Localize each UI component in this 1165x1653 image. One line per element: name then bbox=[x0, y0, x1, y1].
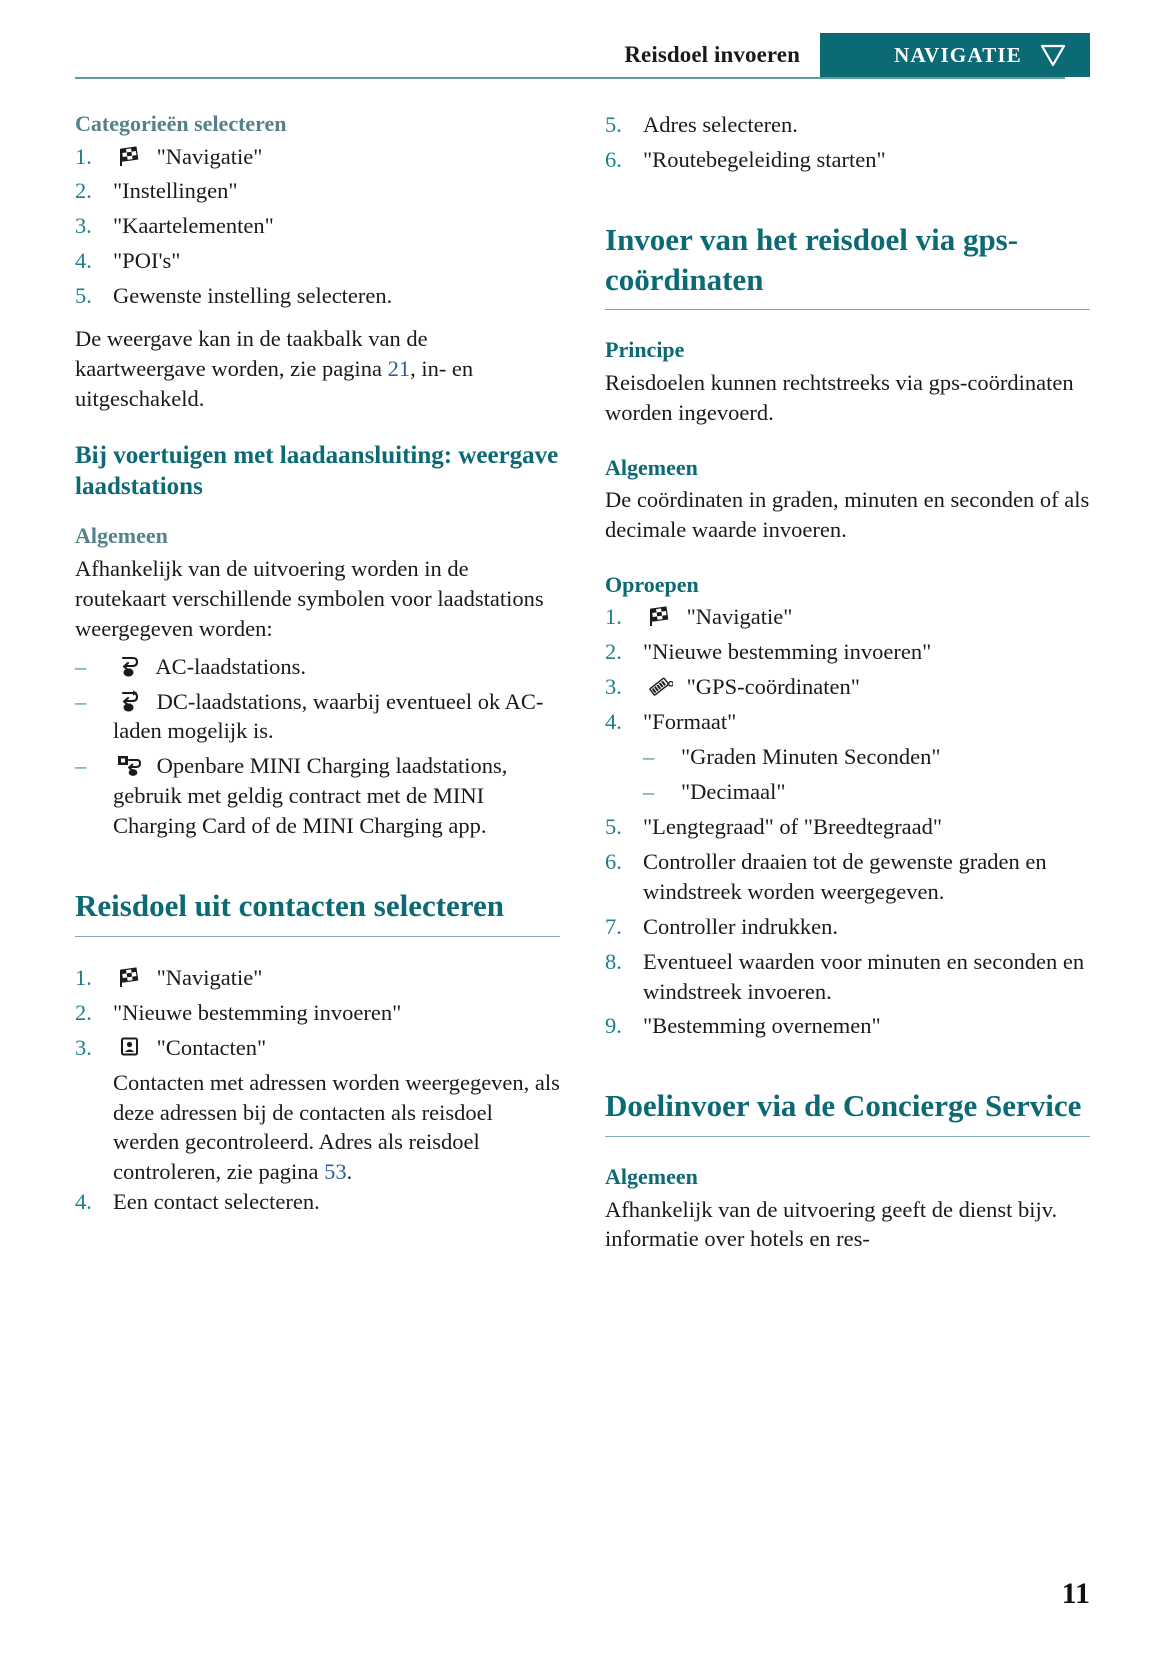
step-label: "Lengtegraad" of "Breedtegraad" bbox=[643, 813, 943, 839]
list-item bbox=[643, 742, 1090, 772]
list-item bbox=[75, 998, 560, 1028]
gps-coordinates-icon bbox=[643, 673, 677, 699]
step-number: 8. bbox=[605, 948, 622, 974]
section-divider bbox=[605, 309, 1090, 310]
step-label: Adres selecteren. bbox=[643, 112, 798, 137]
dash-marker: – bbox=[75, 688, 87, 714]
list-item bbox=[75, 176, 560, 206]
note-text-part1: Contacten met adressen worden weergegeven, als deze adressen bij de contacten als reisdoel werden gecontroleerd. Adres als reisdoel controleren, zie pagina bbox=[113, 1069, 560, 1185]
list-item bbox=[605, 947, 1090, 1007]
step-text bbox=[113, 142, 560, 172]
dash-marker: – bbox=[643, 778, 655, 804]
heading-algemeen-concierge: Algemeen bbox=[605, 1164, 698, 1190]
step-number: 4. bbox=[605, 709, 622, 735]
public-mini-charging-icon bbox=[113, 752, 147, 778]
page-reference-21[interactable]: 21 bbox=[387, 356, 411, 382]
categories-step-list bbox=[75, 142, 560, 312]
section-tab-label: NAVIGATIE bbox=[894, 42, 1022, 67]
step-label: "POI's" bbox=[113, 248, 181, 274]
list-item bbox=[75, 1033, 560, 1063]
step-label: Gewenste instelling selecteren. bbox=[113, 283, 393, 309]
step-number: 2. bbox=[605, 639, 622, 665]
format-option-label: "Graden Minuten Seconden" bbox=[681, 744, 941, 770]
step-number: 5. bbox=[605, 813, 622, 839]
checkered-flag-icon bbox=[113, 144, 147, 170]
heading-algemeen-gps: Algemeen bbox=[605, 454, 698, 480]
step-number: 1. bbox=[75, 143, 92, 169]
note-text-part1: De weergave kan in de taakbalk van de kaartweergave worden, zie pagina bbox=[75, 326, 428, 382]
list-item bbox=[605, 637, 1090, 667]
list-item bbox=[605, 812, 1090, 842]
dash-marker: – bbox=[643, 744, 655, 770]
step-label: "Nieuwe bestemming invoeren" bbox=[113, 999, 402, 1025]
list-item bbox=[643, 777, 1090, 807]
step-number: 7. bbox=[605, 913, 622, 939]
heading-invoer-reisdoel-gps-coordinaten: Invoer van het reisdoel via gps-coördinaten bbox=[605, 221, 1019, 297]
page-header bbox=[0, 0, 1165, 88]
step-label: Controller indrukken. bbox=[643, 913, 838, 939]
heading-bij-voertuigen-met-laadaansluiting: Bij voertuigen met laadaansluiting: weergave laadstations bbox=[75, 441, 559, 501]
list-item bbox=[605, 110, 1090, 140]
section-tab-navigatie bbox=[820, 33, 1090, 77]
navigation-arrow-icon bbox=[1038, 40, 1068, 70]
charging-item-label: DC-laadstations, waarbij eventueel ok AC-laden mogelijk is. bbox=[113, 688, 544, 744]
dc-charging-plug-icon bbox=[113, 688, 147, 714]
checkered-flag-icon bbox=[643, 604, 677, 630]
step-label: "Routebegeleiding starten" bbox=[643, 146, 886, 172]
left-column bbox=[75, 110, 560, 1254]
charging-item-label: AC-laadstations. bbox=[155, 653, 306, 679]
step-number: 2. bbox=[75, 999, 92, 1025]
note-text-part2: . bbox=[346, 1159, 353, 1185]
step-number: 6. bbox=[605, 848, 622, 874]
step-label: "Navigatie" bbox=[156, 964, 263, 990]
header-bar bbox=[75, 33, 1090, 77]
categories-note bbox=[75, 324, 560, 414]
page-title: Reisdoel invoeren bbox=[624, 42, 800, 67]
section-divider bbox=[75, 936, 560, 937]
ac-charging-plug-icon bbox=[113, 653, 147, 679]
list-item bbox=[605, 912, 1090, 942]
step-label: "Instellingen" bbox=[113, 178, 238, 204]
section-divider bbox=[605, 1136, 1090, 1137]
contacts-note bbox=[75, 1068, 560, 1188]
list-item bbox=[605, 847, 1090, 907]
step-label: Controller draaien tot de gewenste graden en windstreek worden weergegeven. bbox=[643, 848, 1047, 904]
contacts-step-list bbox=[75, 963, 560, 1063]
step-label: "Contacten" bbox=[156, 1034, 267, 1060]
list-item bbox=[75, 142, 560, 172]
list-item bbox=[605, 1011, 1090, 1041]
step-label: "Navigatie" bbox=[156, 143, 263, 169]
header-divider bbox=[75, 77, 1065, 79]
contacts-step-list-cont bbox=[75, 1187, 560, 1217]
heading-categorieen-selecteren: Categorieën selecteren bbox=[75, 111, 287, 136]
step-number: 9. bbox=[605, 1013, 622, 1039]
step-number: 3. bbox=[75, 213, 92, 239]
content-columns bbox=[75, 110, 1090, 1254]
list-item bbox=[605, 672, 1090, 702]
step-label: "Formaat" bbox=[643, 709, 737, 735]
dash-marker: – bbox=[75, 653, 87, 679]
algemeen-gps-text: De coördinaten in graden, minuten en seconden of als decimale waarde invoeren. bbox=[605, 487, 1090, 542]
list-item bbox=[75, 281, 560, 311]
address-step-list-continued bbox=[605, 110, 1090, 175]
list-item bbox=[75, 963, 560, 993]
step-label: "Bestemming overnemen" bbox=[643, 1013, 881, 1039]
step-label: Eventueel waarden voor minuten en seconden en windstreek invoeren. bbox=[643, 948, 1085, 1004]
list-item bbox=[75, 751, 560, 841]
list-item bbox=[605, 707, 1090, 737]
step-label: Een contact selecteren. bbox=[113, 1189, 320, 1215]
list-item bbox=[75, 1187, 560, 1217]
checkered-flag-icon bbox=[113, 965, 147, 991]
heading-algemeen-laadstations: Algemeen bbox=[75, 523, 168, 549]
principe-text: Reisdoelen kunnen rechtstreeks via gps-coördinaten worden ingevoerd. bbox=[605, 369, 1074, 425]
step-number: 5. bbox=[605, 112, 622, 137]
page-reference-53[interactable]: 53 bbox=[324, 1159, 347, 1185]
heading-reisdoel-uit-contacten-selecteren: Reisdoel uit contacten selecteren bbox=[75, 888, 505, 924]
right-column bbox=[605, 110, 1090, 1254]
step-number: 4. bbox=[75, 1189, 92, 1215]
list-item bbox=[75, 652, 560, 682]
format-option-list bbox=[605, 742, 1090, 807]
heading-oproepen: Oproepen bbox=[605, 571, 699, 597]
step-label: "Navigatie" bbox=[686, 604, 793, 630]
step-number: 1. bbox=[75, 964, 92, 990]
heading-doelinvoer-via-concierge-service: Doelinvoer via de Concierge Service bbox=[605, 1088, 1082, 1124]
page-number: 11 bbox=[1061, 1577, 1090, 1610]
list-item bbox=[605, 145, 1090, 175]
oproepen-step-list-cont bbox=[605, 812, 1090, 1041]
step-number: 3. bbox=[605, 674, 622, 700]
dash-marker: – bbox=[75, 753, 87, 779]
charging-general-text: Afhankelijk van de uitvoering worden in de routekaart verschillende symbolen voor laadstations weergegeven worden: bbox=[75, 555, 544, 641]
contacts-person-icon bbox=[113, 1034, 147, 1060]
list-item bbox=[75, 687, 560, 747]
oproepen-step-list bbox=[605, 602, 1090, 737]
step-number: 6. bbox=[605, 146, 622, 172]
step-number: 5. bbox=[75, 283, 92, 309]
heading-principe: Principe bbox=[605, 337, 685, 363]
concierge-general-text: Afhankelijk van de uitvoering geeft de dienst bijv. informatie over hotels en res- bbox=[605, 1196, 1058, 1252]
note-text-part2: , in- en uitgeschakeld. bbox=[75, 356, 474, 411]
list-item bbox=[75, 246, 560, 276]
charging-item-label: Openbare MINI Charging laadstations, gebruik met geldig contract met de MINI Charging Card of de MINI Charging app. bbox=[113, 753, 508, 839]
step-number: 3. bbox=[75, 1034, 92, 1060]
list-item bbox=[75, 211, 560, 241]
step-label: "Kaartelementen" bbox=[113, 213, 274, 239]
step-number: 4. bbox=[75, 248, 92, 274]
step-number: 1. bbox=[605, 604, 622, 630]
step-label: "GPS-coördinaten" bbox=[686, 674, 860, 700]
step-number: 2. bbox=[75, 178, 92, 204]
charging-symbol-list bbox=[75, 652, 560, 842]
list-item bbox=[605, 602, 1090, 632]
format-option-label: "Decimaal" bbox=[681, 778, 786, 804]
step-label: "Nieuwe bestemming invoeren" bbox=[643, 639, 932, 665]
